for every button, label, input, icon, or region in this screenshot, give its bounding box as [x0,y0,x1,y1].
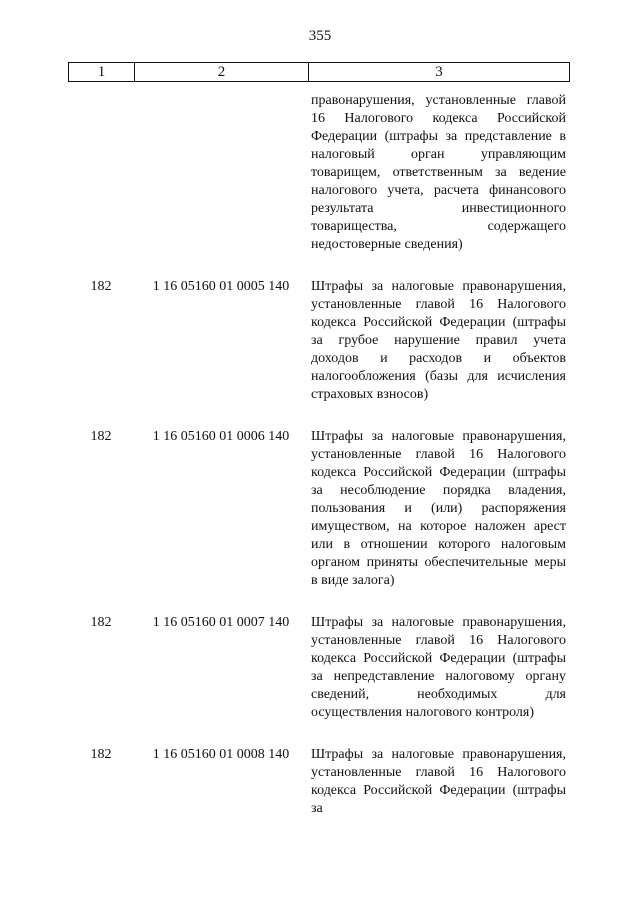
table-row [0,92,640,254]
income-description: Штрафы за налоговые правонарушения, установленные главой 16 Налогового кодекса Российской Федерации (штрафы за несоблюдение порядка владения, пользования и (или) распоряжения имуществом, на которое наложен арест или в отношении которого налоговым органом приняты обеспечительные меры в виде залога) [311,429,566,588]
table-row [0,614,640,722]
income-description: Штрафы за налоговые правонарушения, установленные главой 16 Налогового кодекса Российской Федерации (штрафы за непредставление налоговому органу сведений, необходимых для осуществления налогового контроля) [311,615,566,720]
page-number: 355 [308,28,332,44]
budget-classification-code: 1 16 05160 01 0006 140 [152,429,290,444]
table-body [0,92,640,818]
income-description: правонарушения, установленные главой 16 Налогового кодекса Российской Федерации (штрафы за представление в налоговый орган управляющим товарищем, ответственным за ведение налогового учета, расчета финансового результата инвестиционного товарищества, содержащего недостоверные сведения) [311,93,566,252]
budget-classification-code: 1 16 05160 01 0005 140 [152,279,290,294]
admin-code: 182 [90,747,112,762]
income-description: Штрафы за налоговые правонарушения, установленные главой 16 Налогового кодекса Российской Федерации (штрафы за грубое нарушение правил учета доходов и расходов и объектов налогообложения (базы для исчисления страховых взносов) [311,279,566,402]
admin-code: 182 [90,429,112,444]
table-row [0,428,640,590]
table-row [0,278,640,404]
income-description: Штрафы за налоговые правонарушения, установленные главой 16 Налогового кодекса Российской Федерации (штрафы за [311,747,566,816]
budget-classification-code: 1 16 05160 01 0008 140 [152,747,290,762]
column-header-2: 2 [135,63,309,82]
column-header-table [68,62,570,82]
table-row [0,746,640,818]
column-header-1: 1 [69,63,135,82]
admin-code: 182 [90,279,112,294]
column-header-row [69,63,570,82]
admin-code: 182 [90,615,112,630]
column-header-3: 3 [309,63,570,82]
budget-classification-code: 1 16 05160 01 0007 140 [152,615,290,630]
